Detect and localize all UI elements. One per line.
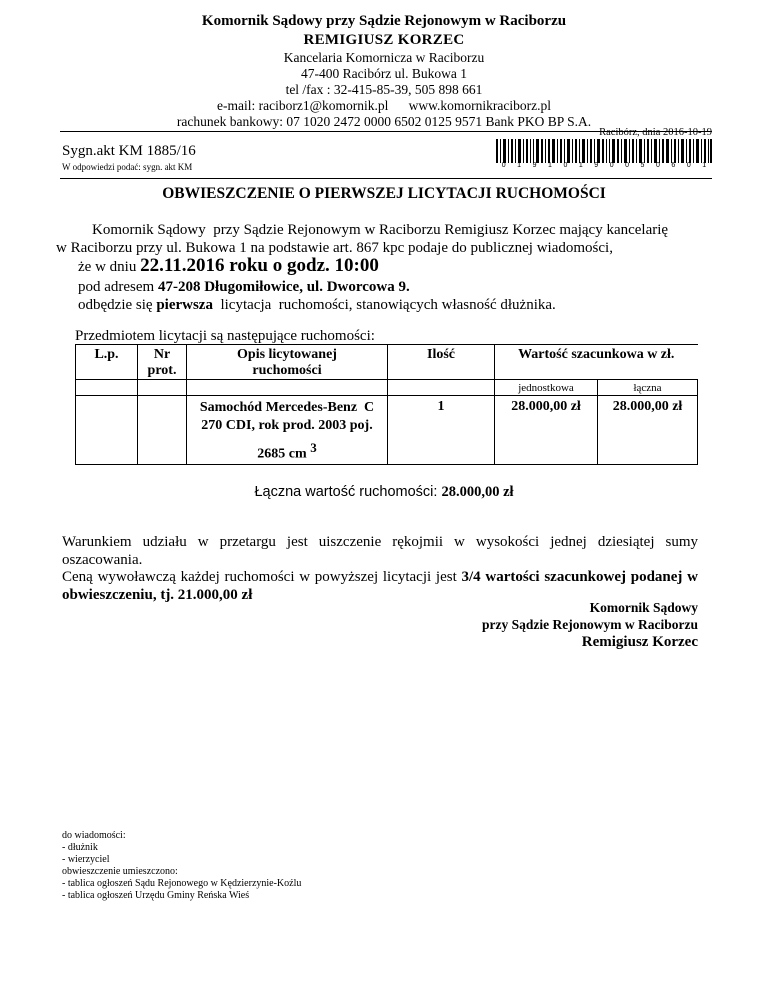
auction-date-line (78, 257, 379, 276)
row-description-line1: Samochód Mercedes-Benz C (199, 400, 375, 415)
barcode-digit: 1 (578, 162, 583, 169)
reply-note: W odpowiedzi podać: sygn. akt KM (62, 162, 193, 172)
distribution-list (62, 830, 301, 902)
auction-address-prefix: pod adresem (78, 279, 158, 295)
header-description-line1: Opis licytowanej (237, 347, 337, 362)
signature-name: Remigiusz Korzec (581, 634, 698, 650)
auction-address: 47-208 Długomiłowice, ul. Dworcowa 9. (157, 279, 410, 295)
header-value: Wartość szacunkowa w zł. (495, 345, 698, 380)
row-quantity: 1 (388, 396, 495, 465)
auction-type-suffix: licytacja ruchomości, stanowiących własność dłużnika. (212, 297, 556, 313)
barcode-digit: 9 (532, 162, 537, 169)
row-lp (76, 396, 138, 465)
barcode-digit: 6 (671, 162, 676, 169)
signature-court: przy Sądzie Rejonowym w Raciborzu (482, 617, 698, 632)
header-description (187, 345, 388, 380)
row-description-line3 (257, 439, 316, 464)
row-description-volume: 2685 cm (257, 446, 307, 462)
bank-account: rachunek bankowy: 07 1020 2472 0000 6502 0125 9571 Bank PKO BP S.A. (176, 114, 592, 129)
intro-line-2: w Raciborzu przy ul. Bukowa 1 na podstawie art. 867 kpc podaje do publicznej wiadomości, (56, 240, 613, 256)
row-description-sup: 3 (310, 440, 317, 455)
distribution-line: - tablica ogłoszeń Sądu Rejonowego w Kędzierzynie-Koźlu (62, 878, 302, 889)
header-total-value: łączna (598, 380, 698, 396)
distribution-line: - dłużnik (62, 842, 98, 853)
barcode-digit: 1 (517, 162, 522, 169)
row-unit-value: 28.000,00 zł (495, 396, 598, 465)
header-lp: L.p. (76, 345, 138, 380)
document-title: OBWIESZCZENIE O PIERWSZEJ LICYTACJI RUCHOMOŚCI (162, 185, 606, 202)
starting-price-value: 3/4 wartości szacunkowej podanej w obwieszczeniu, tj. 21.000,00 zł (62, 569, 698, 603)
office-contact: e-mail: raciborz1@komornik.pl www.komornikraciborz.pl (217, 98, 551, 113)
barcode-digit: 0 (625, 162, 630, 169)
auction-type-line (78, 296, 556, 314)
row-description-line2: 270 CDI, rok prod. 2003 poj. (201, 418, 373, 433)
distribution-line: obwieszczenie umieszczono: (62, 866, 178, 877)
header-nr-line2: prot. (147, 363, 177, 378)
starting-price-condition (62, 569, 698, 604)
items-table (75, 344, 698, 465)
auction-date: 22.11.2016 roku o godz. 10:00 (140, 255, 379, 276)
barcode-digit: 1 (702, 162, 707, 169)
total-value: 28.000,00 zł (441, 484, 514, 500)
auction-date-prefix: że w dniu (78, 259, 141, 275)
barcode-digit: 1 (548, 162, 552, 169)
subheader-empty-lp (76, 380, 138, 396)
auction-type: pierwsza (156, 297, 213, 313)
subheader-empty-nr (138, 380, 187, 396)
header-unit-value: jednostkowa (495, 380, 598, 396)
distribution-line: do wiadomości: (62, 830, 126, 841)
distribution-line: - wierzyciel (62, 854, 110, 865)
items-intro: Przedmiotem licytacji są następujące ruchomości: (75, 328, 375, 344)
row-description (187, 396, 388, 465)
row-nr (138, 396, 187, 465)
office-phone: tel /fax : 32-415-85-39, 505 898 661 (285, 82, 483, 97)
barcode-digit: 9 (594, 162, 599, 169)
barcode-digit: 0 (686, 162, 691, 169)
barcode-digit: 0 (655, 162, 660, 169)
signature-title: Komornik Sądowy (589, 600, 698, 615)
bailiff-title: Komornik Sądowy przy Sądzie Rejonowym w Raciborzu (201, 13, 567, 29)
total-label: Łączna wartość ruchomości: (254, 484, 442, 500)
barcode-digits (496, 162, 712, 172)
auction-type-prefix: odbędzie się (78, 297, 157, 313)
header-nr (138, 345, 187, 380)
starting-price-prefix: Ceną wywoławczą każdej ruchomości w powyższej licytacji jest (62, 569, 462, 585)
place-date: Racibórz, dnia 2016-10-19 (599, 127, 712, 138)
barcode-digit: 5 (640, 162, 645, 169)
barcode-digit: 0 (609, 162, 614, 169)
intro-line-1: Komornik Sądowy przy Sądzie Rejonowym w Raciborzu Remigiusz Korzec mający kancelarię (92, 222, 669, 238)
barcode-digit: 0 (563, 162, 568, 169)
bailiff-name: REMIGIUSZ KORZEC (303, 32, 465, 48)
auction-address-line (78, 278, 410, 296)
office-address: 47-400 Racibórz ul. Bukowa 1 (300, 66, 468, 81)
case-number: Sygn.akt KM 1885/16 (62, 143, 196, 159)
total-value-line (0, 484, 768, 501)
row-total-value: 28.000,00 zł (598, 396, 698, 465)
header-nr-line1: Nr (153, 347, 171, 362)
deposit-condition: Warunkiem udziału w przetargu jest uiszczenie rękojmii w wysokości jednej dziesiątej sumy oszacowania. (62, 534, 698, 568)
office-name: Kancelaria Komornicza w Raciborzu (283, 50, 485, 65)
header-description-line2: ruchomości (252, 363, 322, 378)
subheader-empty-description (187, 380, 388, 396)
subheader-divider (60, 178, 712, 179)
subheader-empty-quantity (388, 380, 495, 396)
header-quantity: Ilość (388, 345, 495, 380)
barcode-digit: 0 (501, 162, 506, 169)
distribution-line: - tablica ogłoszeń Urzędu Gminy Reńska Wieś (62, 890, 250, 901)
